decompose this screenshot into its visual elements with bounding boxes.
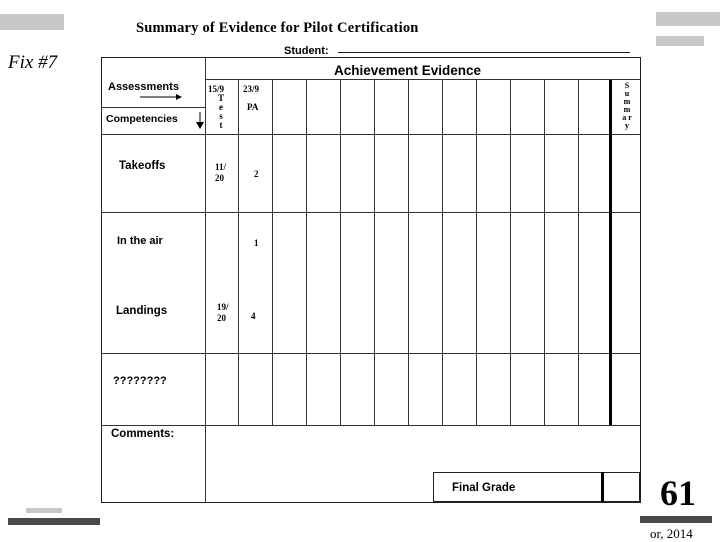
row-label-unknown: ???????? — [113, 375, 167, 387]
bottom-right-dark-bar — [640, 516, 712, 523]
row-landings-test: 19/ 20 — [217, 302, 229, 323]
assess-sep-line — [101, 107, 205, 108]
col-line-8 — [476, 80, 477, 425]
summary-column-label: S u m m a r y — [622, 81, 632, 130]
row-line-2 — [101, 212, 640, 213]
col-line-6 — [408, 80, 409, 425]
row-line-4 — [101, 425, 640, 426]
assessments-label: Assessments — [108, 81, 179, 93]
student-label: Student: — [284, 45, 329, 57]
col-line-7 — [442, 80, 443, 425]
col-line-9 — [510, 80, 511, 425]
row-line-1 — [101, 134, 640, 135]
slide-number: 61 — [660, 473, 696, 513]
column-date-pa: 23/9 — [243, 84, 260, 94]
col-line-label — [205, 57, 206, 503]
competencies-label: Competencies — [106, 113, 178, 125]
row-takeoffs-pa: 2 — [254, 169, 259, 179]
student-name-line — [338, 52, 630, 53]
header-line — [205, 79, 640, 80]
column-date-test: 15/9 — [208, 84, 225, 94]
row-label-in-the-air: In the air — [117, 235, 163, 247]
col-line-5 — [374, 80, 375, 425]
arrow-right-icon — [140, 93, 182, 101]
row-label-landings: Landings — [116, 305, 168, 317]
bottom-left-dark-bar — [8, 518, 100, 525]
slide-label: Fix #7 — [8, 52, 58, 73]
final-grade-label: Final Grade — [452, 482, 516, 494]
summary-divider — [609, 80, 612, 425]
comments-label: Comments: — [111, 428, 175, 440]
final-grade-divider — [601, 472, 604, 502]
row-in-the-air-pa: 1 — [254, 238, 259, 248]
bottom-left-bar — [26, 508, 62, 513]
col-line-3 — [306, 80, 307, 425]
slide-footer: or, 2014 — [650, 526, 693, 541]
top-right-bar-2 — [656, 36, 704, 46]
top-right-bar — [656, 12, 720, 26]
achievement-header: Achievement Evidence — [334, 63, 482, 78]
col-line-11 — [578, 80, 579, 425]
row-label-takeoffs: Takeoffs — [119, 160, 166, 172]
column-name-test: T e s t — [217, 93, 224, 130]
row-landings-pa: 4 — [251, 311, 256, 321]
arrow-down-icon — [196, 112, 204, 130]
col-line-2 — [272, 80, 273, 425]
column-name-pa: PA — [247, 102, 259, 112]
top-left-bar — [0, 14, 64, 30]
evidence-form — [101, 57, 641, 503]
row-line-3 — [101, 353, 640, 354]
col-line-10 — [544, 80, 545, 425]
form-title: Summary of Evidence for Pilot Certification — [136, 20, 419, 36]
row-takeoffs-test: 11/ 20 — [215, 162, 227, 183]
col-line-1 — [238, 80, 239, 425]
col-line-4 — [340, 80, 341, 425]
